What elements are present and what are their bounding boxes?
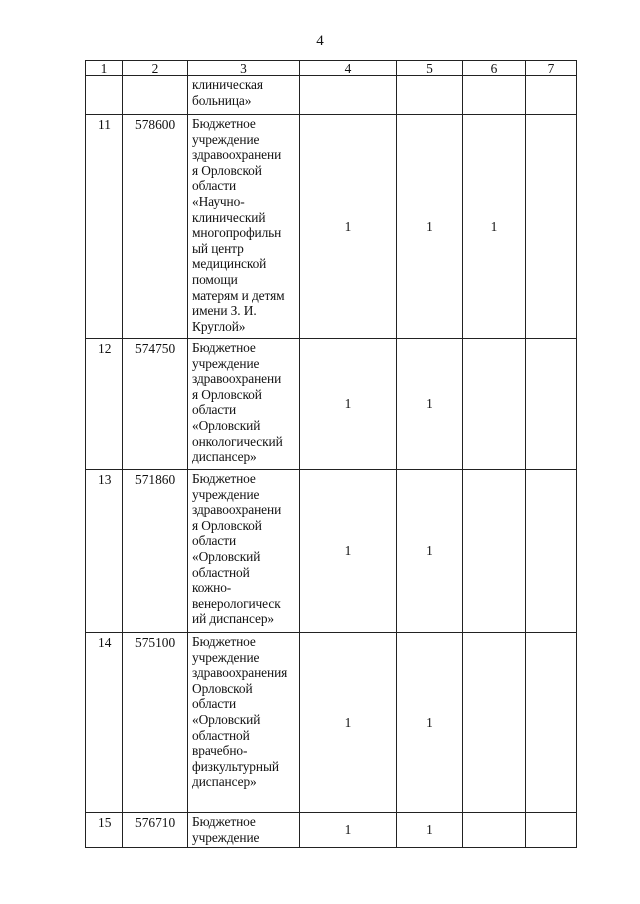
column-header: 1 bbox=[86, 61, 123, 76]
value-cell bbox=[526, 115, 577, 339]
column-header: 2 bbox=[123, 61, 188, 76]
code-cell: 578600 bbox=[123, 115, 188, 339]
column-header: 5 bbox=[397, 61, 463, 76]
value-cell bbox=[300, 76, 397, 115]
institution-name-cell: клиническая больница» bbox=[188, 76, 300, 115]
value-cell bbox=[463, 339, 526, 470]
value-cell bbox=[463, 470, 526, 633]
table-row bbox=[86, 115, 577, 339]
code-cell: 576710 bbox=[123, 813, 188, 848]
institution-name-cell: Бюджетное учреждение bbox=[188, 813, 300, 848]
header-row bbox=[86, 61, 577, 76]
institution-name-cell: Бюджетное учреждение здравоохранени я Орловской области «Орловский областной кожно- венерологическ ий диспансер» bbox=[188, 470, 300, 633]
column-header: 7 bbox=[526, 61, 577, 76]
value-cell: 1 bbox=[397, 470, 463, 633]
value-cell: 1 bbox=[300, 470, 397, 633]
value-cell bbox=[397, 76, 463, 115]
value-cell: 1 bbox=[463, 115, 526, 339]
value-cell: 1 bbox=[397, 633, 463, 813]
value-cell bbox=[526, 76, 577, 115]
value-cell bbox=[463, 633, 526, 813]
value-cell bbox=[463, 76, 526, 115]
value-cell: 1 bbox=[300, 339, 397, 470]
table-row bbox=[86, 813, 577, 848]
column-header: 3 bbox=[188, 61, 300, 76]
institution-name-cell: Бюджетное учреждение здравоохранени я Орловской области «Орловский онкологический диспансер» bbox=[188, 339, 300, 470]
code-cell bbox=[123, 76, 188, 115]
code-cell: 571860 bbox=[123, 470, 188, 633]
row-number-cell: 13 bbox=[86, 470, 123, 633]
row-number-cell: 15 bbox=[86, 813, 123, 848]
value-cell: 1 bbox=[397, 339, 463, 470]
row-number-cell: 12 bbox=[86, 339, 123, 470]
code-cell: 575100 bbox=[123, 633, 188, 813]
column-header: 6 bbox=[463, 61, 526, 76]
value-cell: 1 bbox=[300, 115, 397, 339]
table-row bbox=[86, 76, 577, 115]
value-cell bbox=[526, 339, 577, 470]
value-cell bbox=[526, 813, 577, 848]
row-number-cell: 11 bbox=[86, 115, 123, 339]
data-table bbox=[85, 60, 577, 848]
code-cell: 574750 bbox=[123, 339, 188, 470]
institution-name-cell: Бюджетное учреждение здравоохранени я Орловской области «Научно- клинический многопрофильн ый центр медицинской помощи матерям и детям имени З. И. Круглой» bbox=[188, 115, 300, 339]
value-cell: 1 bbox=[300, 813, 397, 848]
value-cell: 1 bbox=[397, 813, 463, 848]
value-cell: 1 bbox=[300, 633, 397, 813]
page-number: 4 bbox=[316, 33, 324, 49]
table-row bbox=[86, 339, 577, 470]
table-row bbox=[86, 470, 577, 633]
institution-name-cell: Бюджетное учреждение здравоохранения Орловской области «Орловский областной врачебно- физкультурный диспансер» bbox=[188, 633, 300, 813]
value-cell bbox=[463, 813, 526, 848]
column-header: 4 bbox=[300, 61, 397, 76]
table-row bbox=[86, 633, 577, 813]
value-cell bbox=[526, 470, 577, 633]
row-number-cell: 14 bbox=[86, 633, 123, 813]
row-number-cell bbox=[86, 76, 123, 115]
value-cell: 1 bbox=[397, 115, 463, 339]
value-cell bbox=[526, 633, 577, 813]
